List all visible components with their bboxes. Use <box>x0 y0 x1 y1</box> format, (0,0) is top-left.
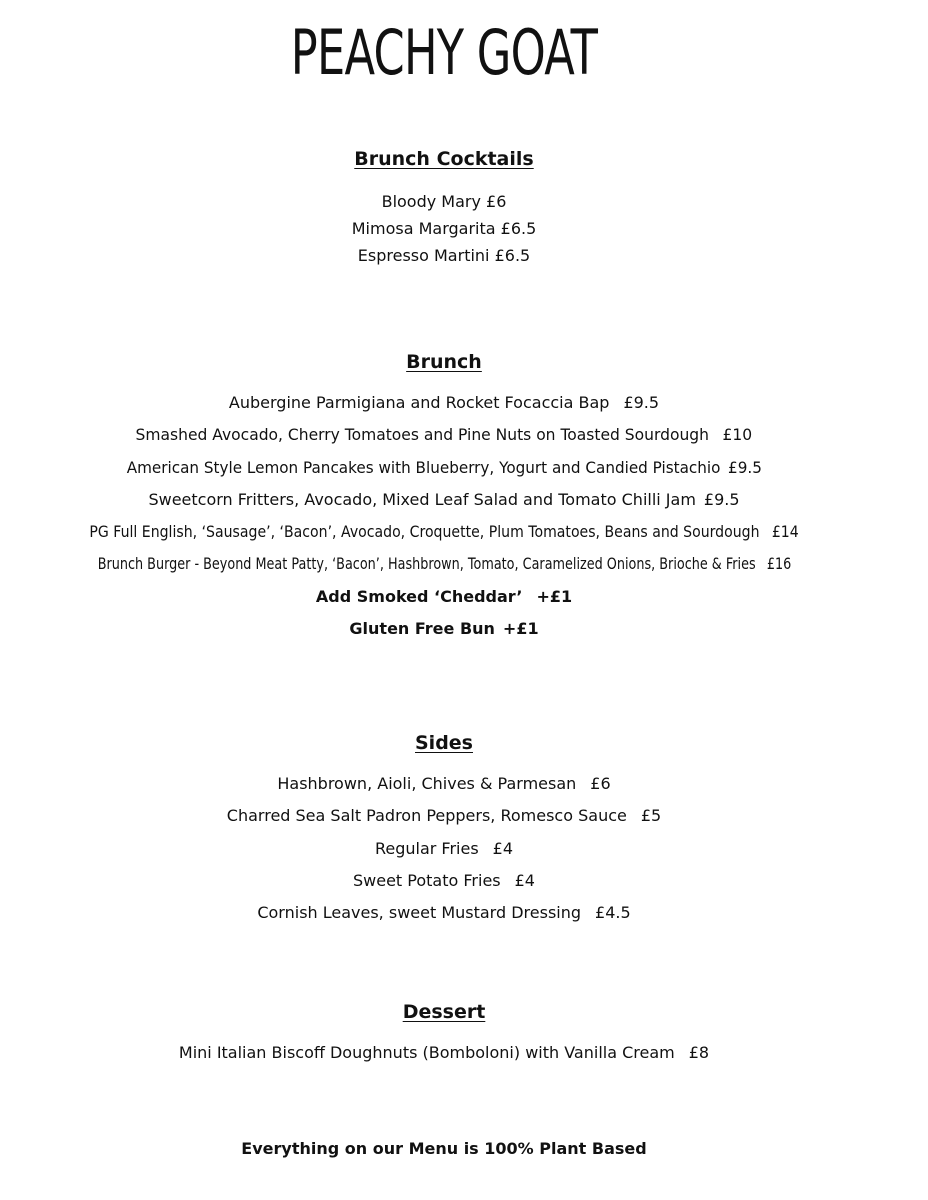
menu-item-price: £10 <box>722 425 753 445</box>
menu-extra-name: Gluten Free Bun <box>349 619 495 639</box>
brunch-section <box>0 350 888 645</box>
menu-item-name: Brunch Burger - Beyond Meat Patty, ‘Bacon’, Hashbrown, Tomato, Caramelized Onions, Brioche & Fries <box>97 554 756 574</box>
menu-item <box>0 865 888 897</box>
menu-extra-price: +£1 <box>536 586 573 606</box>
menu-item-name: Smashed Avocado, Cherry Tomatoes and Pine Nuts on Toasted Sourdough <box>135 425 710 445</box>
menu-item-name: Hashbrown, Aioli, Chives & Parmesan <box>277 774 577 793</box>
plant-based-note: Everything on our Menu is 100% Plant Based <box>241 1139 647 1158</box>
menu-item: Espresso Martini £6.5 <box>357 246 531 265</box>
dessert-heading: Dessert <box>402 1001 486 1023</box>
menu-item <box>0 516 888 548</box>
menu-extra <box>0 581 888 613</box>
menu-item-name: American Style Lemon Pancakes with Blueberry, Yogurt and Candied Pistachio <box>126 457 721 477</box>
menu-item <box>0 1037 888 1069</box>
menu-item-price: £8 <box>688 1043 710 1062</box>
menu-item <box>0 419 888 451</box>
brunch-heading: Brunch <box>406 351 482 373</box>
brand-title: PEACHY GOAT <box>290 16 598 89</box>
brand-logo <box>124 10 763 96</box>
menu-extra <box>0 613 888 645</box>
menu-item-name: Mini Italian Biscoff Doughnuts (Bomboloni) with Vanilla Cream <box>178 1043 675 1062</box>
menu-item-price: £14 <box>771 522 799 542</box>
menu-item-price: £4.5 <box>595 903 631 923</box>
menu-item-price: £4 <box>492 838 514 858</box>
menu-item-name: Aubergine Parmigiana and Rocket Focaccia Bap <box>228 393 610 412</box>
cocktails-section <box>0 147 888 269</box>
menu-item-name: PG Full English, ‘Sausage’, ‘Bacon’, Avocado, Croquette, Plum Tomatoes, Beans and Sourdough <box>89 522 760 542</box>
menu-item-name: Regular Fries <box>374 838 479 858</box>
menu-item-price: £9.5 <box>623 393 660 412</box>
cocktails-heading: Brunch Cocktails <box>354 148 534 170</box>
menu-item-price: £5 <box>640 806 662 826</box>
menu-item <box>0 800 888 832</box>
menu-item-price: £9.5 <box>703 489 740 509</box>
menu-item-price: £4 <box>514 870 535 890</box>
menu-item-price: £16 <box>766 554 791 574</box>
menu-item <box>0 833 888 865</box>
menu-item <box>0 897 888 929</box>
menu-item-name: Sweet Potato Fries <box>353 870 501 890</box>
menu-item-name: Cornish Leaves, sweet Mustard Dressing <box>257 903 582 923</box>
sides-heading: Sides <box>415 732 473 754</box>
dessert-section <box>0 1000 888 1069</box>
menu-item-price: £9.5 <box>727 457 762 477</box>
menu-item-name: Charred Sea Salt Padron Peppers, Romesco Sauce <box>226 806 627 826</box>
menu-extra-price: +£1 <box>502 619 539 639</box>
sides-section <box>0 731 888 929</box>
menu-item-name: Sweetcorn Fritters, Avocado, Mixed Leaf Salad and Tomato Chilli Jam <box>148 489 696 509</box>
menu-item-price: £6 <box>590 774 611 793</box>
menu-item <box>0 768 888 800</box>
menu-item <box>0 387 888 419</box>
menu-item <box>0 484 888 516</box>
menu-item: Mimosa Margarita £6.5 <box>351 219 537 238</box>
menu-item <box>0 548 888 580</box>
menu-item: Bloody Mary £6 <box>381 192 507 211</box>
menu-extra-name: Add Smoked ‘Cheddar’ <box>315 586 523 606</box>
menu-item <box>0 452 888 484</box>
